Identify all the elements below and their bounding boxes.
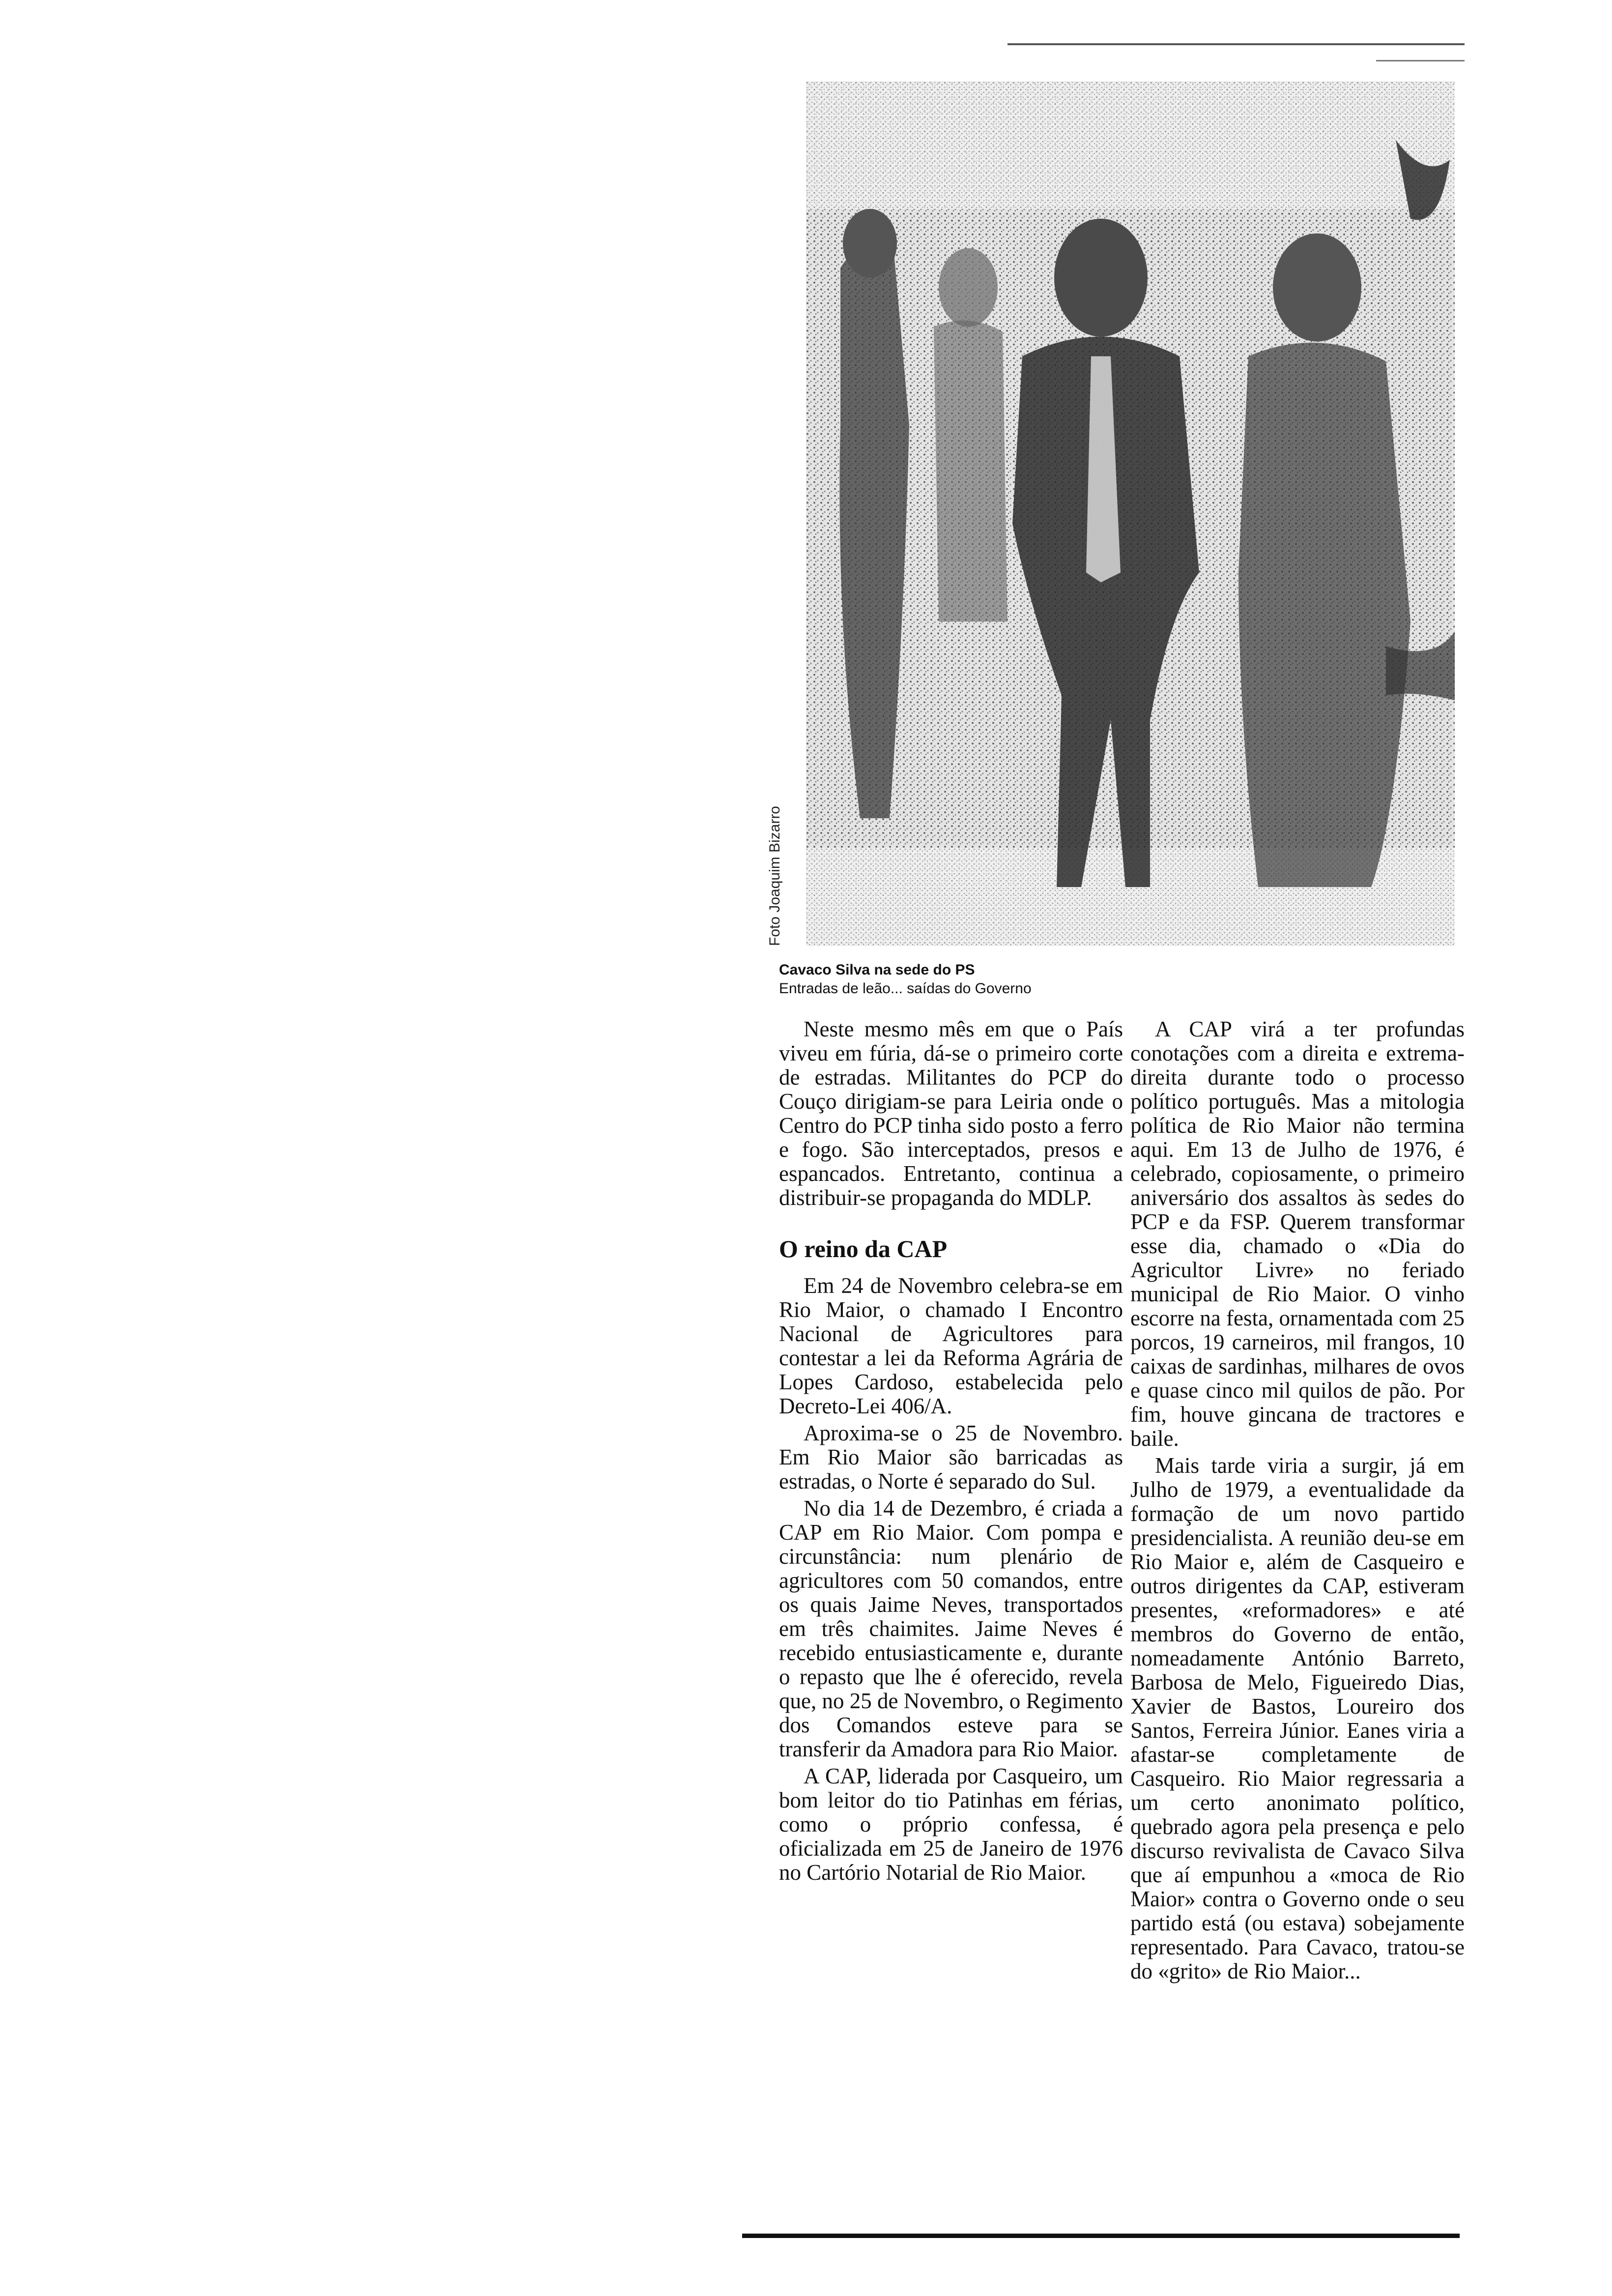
article-paragraph: A CAP, liderada por Casqueiro, um bom leitor do tio Patinhas em férias, como o próprio confessa, é oficializada em 25 de Janeiro de 1976 no Cartório Notarial de Rio Maior.: [779, 1764, 1123, 1885]
article-paragraph: Neste mesmo mês em que o País viveu em fúria, dá-se o primeiro corte de estradas. Militantes do PCP do Couço dirigiam-se para Leiria onde o Centro do PCP tinha sido posto a ferro e fogo. São interceptados, presos e espancados. Entretanto, continua a distribuir-se propaganda do MDLP.: [779, 1017, 1123, 1210]
article-paragraph: Aproxima-se o 25 de Novembro. Em Rio Maior são barricadas as estradas, o Norte é separado do Sul.: [779, 1421, 1123, 1493]
article-column-left: [779, 1017, 1123, 1888]
section-heading: O reino da CAP: [779, 1235, 948, 1263]
news-photo: [806, 81, 1455, 946]
article-paragraph: Em 24 de Novembro celebra-se em Rio Maior, o chamado I Encontro Nacional de Agricultores para contestar a lei da Reforma Agrária de Lopes Cardoso, estabelecida pelo Decreto-Lei 406/A.: [779, 1273, 1123, 1418]
photo-caption: [779, 961, 1457, 998]
article-paragraph: No dia 14 de Dezembro, é criada a CAP em Rio Maior. Com pompa e circunstância: num plenário de agricultores com 50 comandos, entre os quais Jaime Neves, transportados em três chaimites. Jaime Neves é recebido entusiasticamente e, durante o repasto que lhe é oferecido, revela que, no 25 de Novembro, o Regimento dos Comandos esteve para se transferir da Amadora para Rio Maior.: [779, 1496, 1123, 1761]
photo-illustration: [806, 81, 1455, 946]
photo-credit-text: Foto Joaquim Bizarro: [767, 805, 783, 946]
article-column-right: [1130, 1017, 1465, 1986]
caption-title: Cavaco Silva na sede do PS: [779, 962, 975, 978]
article-paragraph: A CAP virá a ter profundas conotações com a direita e extrema-direita durante todo o processo político português. Mas a mitologia política de Rio Maior não termina aqui. Em 13 de Julho de 1976, é celebrado, copiosamente, o primeiro aniversário dos assaltos às sedes do PCP e da FSP. Querem transformar esse dia, chamado o «Dia do Agricultor Livre» no feriado municipal de Rio Maior. O vinho escorre na festa, ornamentada com 25 porcos, 19 carneiros, mil frangos, 10 caixas de sardinhas, milhares de ovos e quase cinco mil quilos de pão. Por fim, houve gincana de tractores e baile.: [1130, 1017, 1465, 1451]
bottom-rule: [742, 2234, 1460, 2238]
article-paragraph: Mais tarde viria a surgir, já em Julho de 1979, a eventualidade da formação de um novo partido presidencialista. A reunião deu-se em Rio Maior e, além de Casqueiro e outros dirigentes da CAP, estiveram presentes, «reformadores» e até membros do Governo de então, nomeadamente António Barreto, Barbosa de Melo, Figueiredo Dias, Xavier de Bastos, Loureiro dos Santos, Ferreira Júnior. Eanes viria a afastar-se completamente de Casqueiro. Rio Maior regressaria a um certo anonimato político, quebrado agora pela presença e pelo discurso revivalista de Cavaco Silva que aí empunhou a «moca de Rio Maior» contra o Governo onde o seu partido está (ou estava) sobejamente representado. Para Cavaco, tratou-se do «grito» de Rio Maior...: [1130, 1453, 1465, 1983]
top-rule: [1008, 43, 1465, 45]
caption-subtitle: Entradas de leão... saídas do Governo: [779, 980, 1032, 997]
top-rule-short: [1376, 60, 1465, 61]
